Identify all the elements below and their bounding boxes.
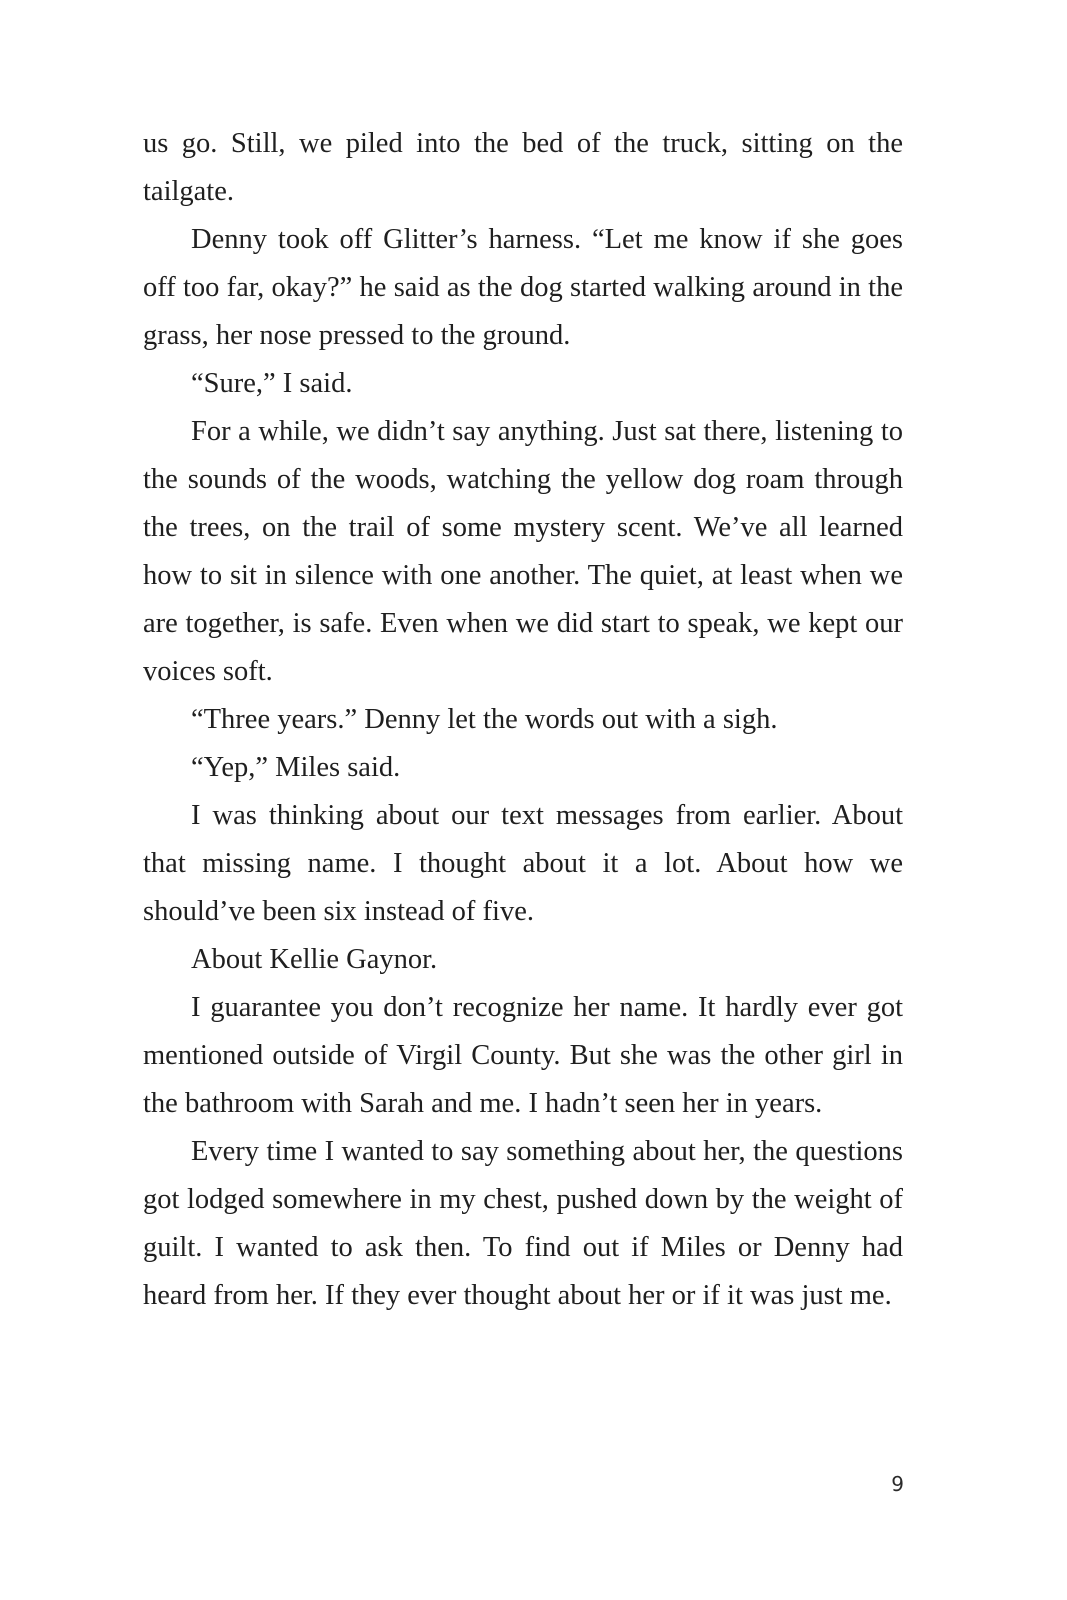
paragraph: “Three years.” Denny let the words out with a sigh. xyxy=(191,704,778,735)
paragraph: Denny took off Glitter’s harness. “Let me know if she goes off too far, okay?” he said as the dog started walking around in the grass, her nose pressed to the ground. xyxy=(143,224,903,351)
paragraph: “Sure,” I said. xyxy=(191,368,353,399)
paragraph: About Kellie Gaynor. xyxy=(191,944,438,975)
paragraph: I was thinking about our text messages from earlier. About that missing name. I thought about it a lot. About how we should’ve been six instead of five. xyxy=(143,800,903,927)
body-text xyxy=(143,120,903,1320)
paragraph: us go. Still, we piled into the bed of the truck, sitting on the tailgate. xyxy=(143,128,903,207)
paragraph: For a while, we didn’t say anything. Just sat there, listening to the sounds of the woods, watching the yellow dog roam through the trees, on the trail of some mystery scent. We’ve all learned how to sit in silence with one another. The quiet, at least when we are together, is safe. Even when we did start to speak, we kept our voices soft. xyxy=(143,416,903,687)
paragraph: I guarantee you don’t recognize her name. It hardly ever got mentioned outside of Virgil County. But she was the other girl in the bathroom with Sarah and me. I hadn’t seen her in years. xyxy=(143,992,903,1119)
page-number: 9 xyxy=(891,1472,904,1496)
paragraph: Every time I wanted to say something about her, the questions got lodged somewhere in my chest, pushed down by the weight of guilt. I wanted to ask then. To find out if Miles or Denny had heard from her. If they ever thought about her or if it was just me. xyxy=(143,1136,903,1311)
paragraph: “Yep,” Miles said. xyxy=(191,752,401,783)
